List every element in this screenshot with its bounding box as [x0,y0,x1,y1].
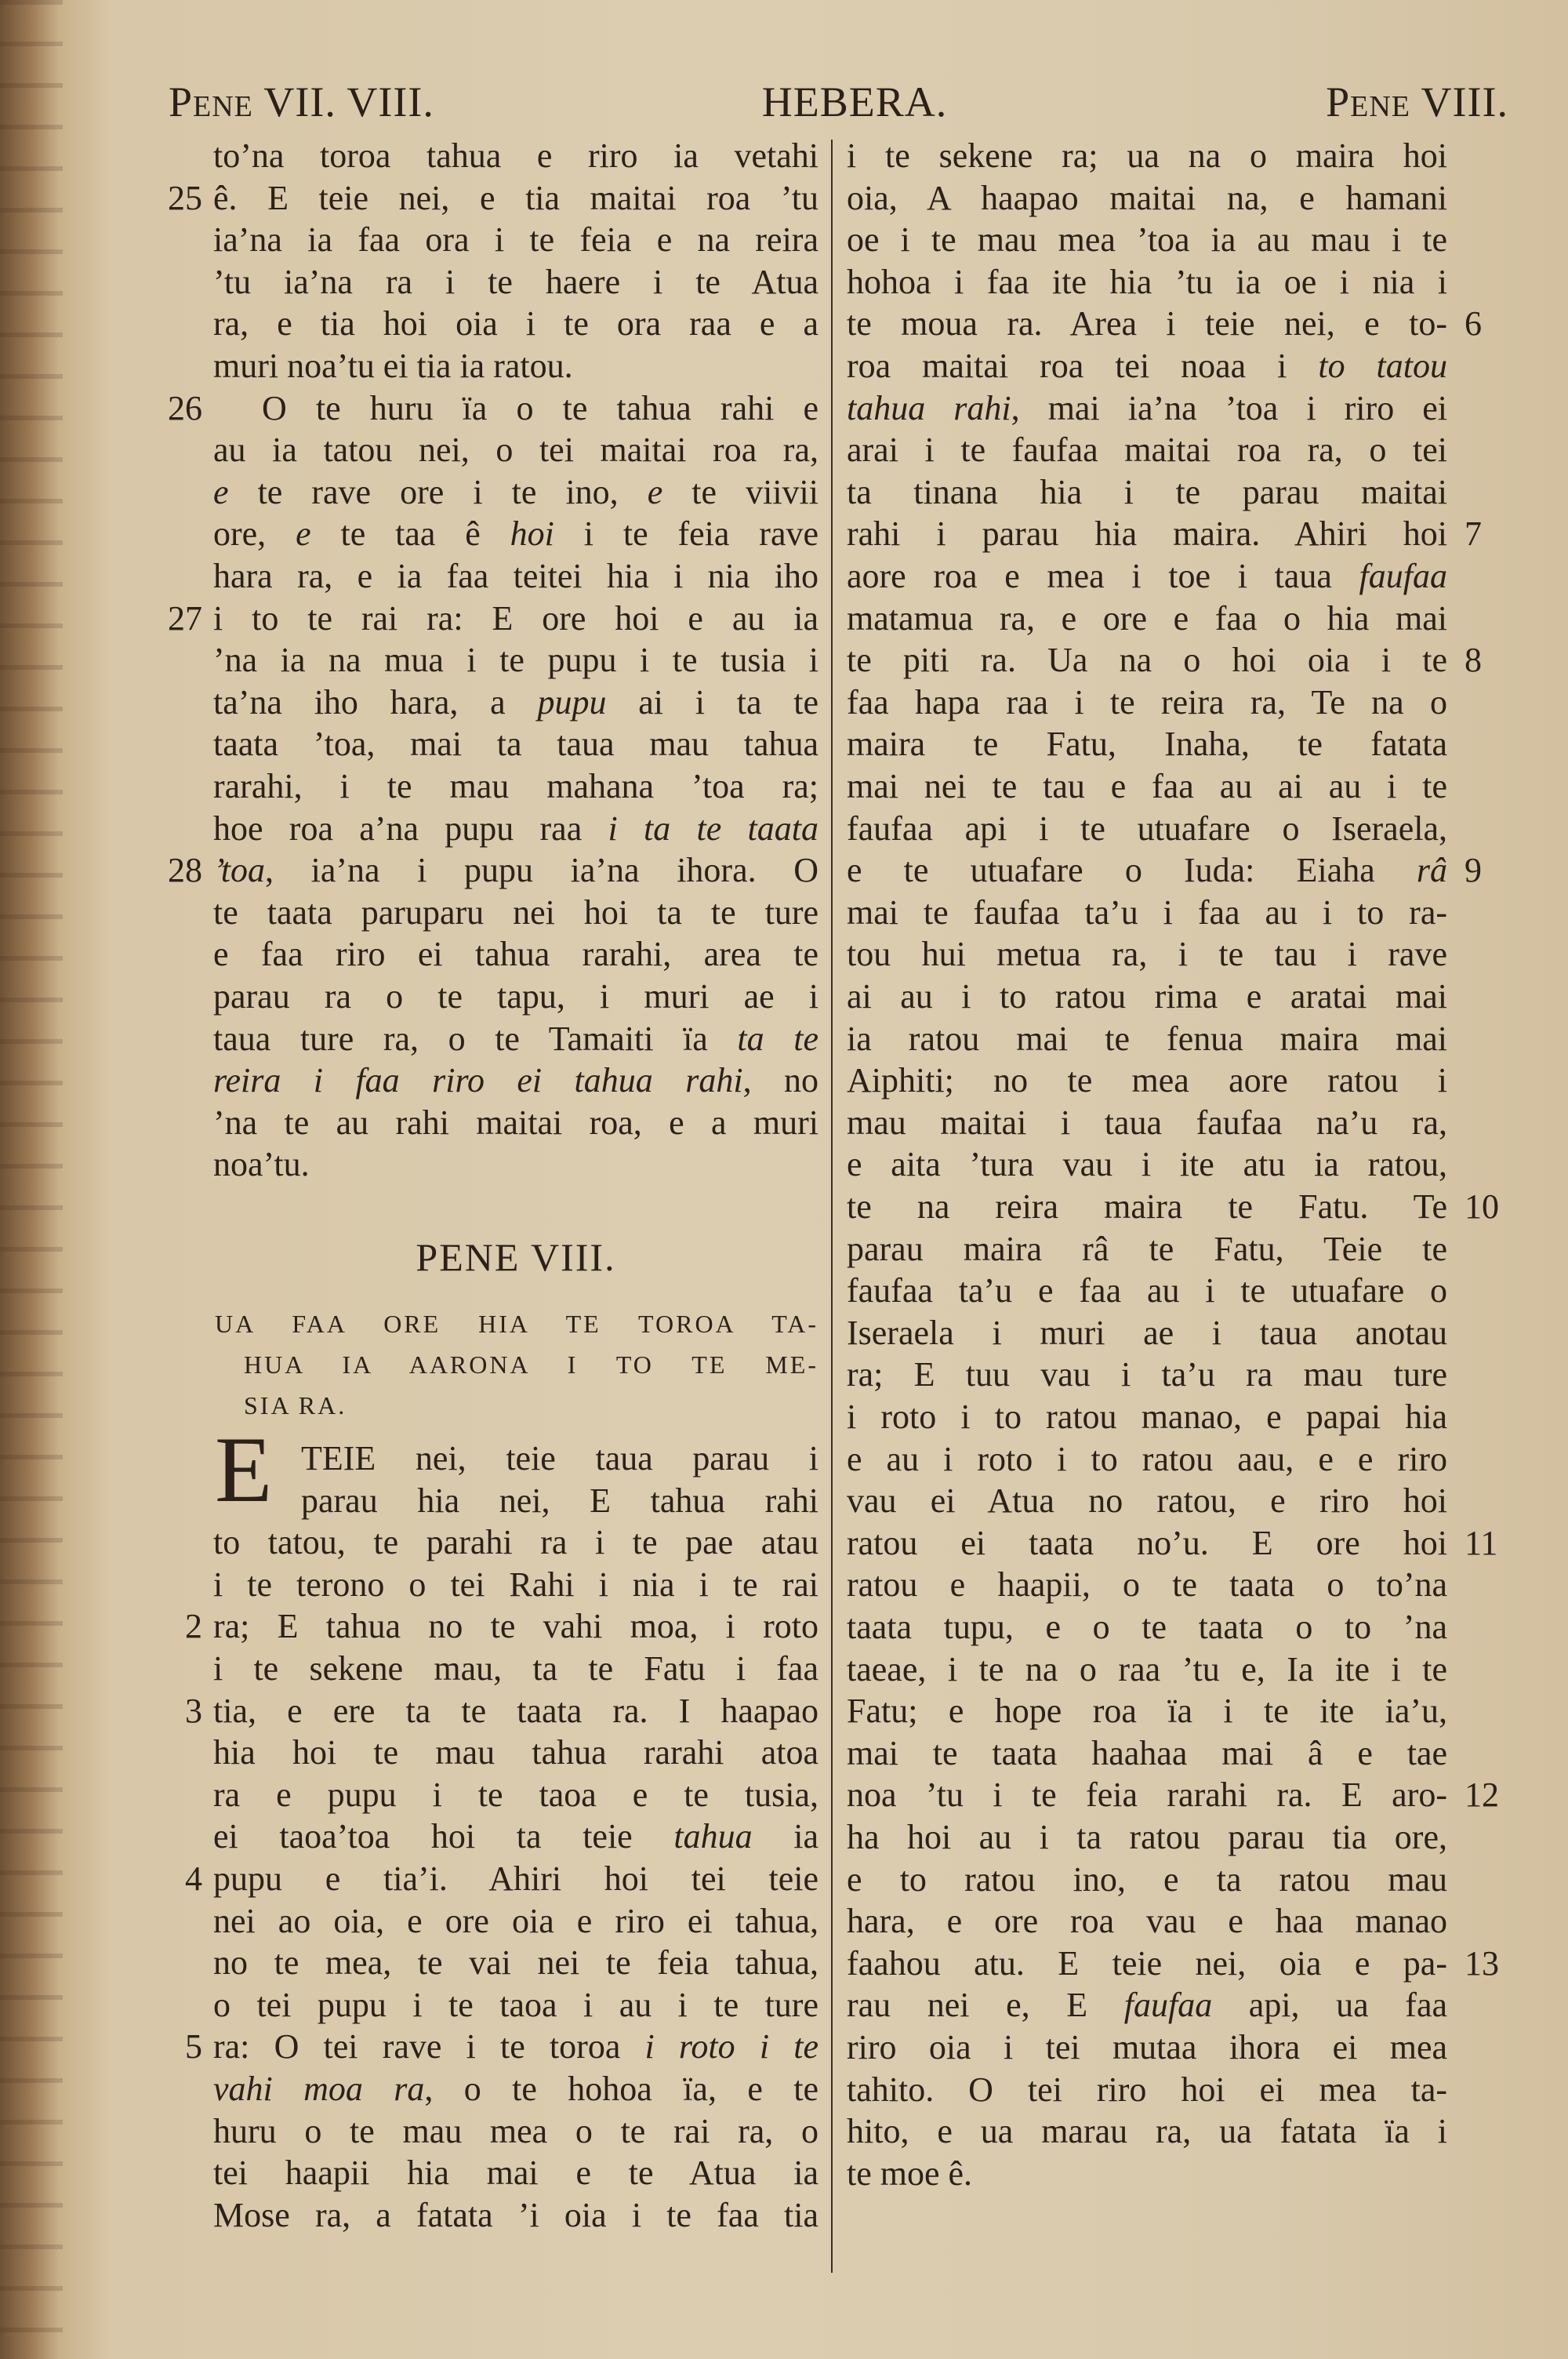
text-line [213,1566,818,1604]
text-line [301,1482,818,1520]
text-segment: arai i te faufaa maitai roa ra, o tei [847,431,1447,470]
verse-number: 4 [185,1859,202,1898]
verse-number: 8 [1465,641,1482,680]
text-line [213,264,818,301]
text-line [847,1903,1447,1940]
running-head-left-text: Pene VII. VIII. [169,78,434,125]
text-segment: ra e pupu i te taoa e te tusia, [213,1776,818,1814]
text-line [213,642,818,679]
text-line [213,1818,818,1856]
text-line [213,1734,818,1772]
text-line [847,137,1447,175]
text-segment: i roto i to ratou manao, e papai hia [847,1398,1447,1436]
italic-text: e [296,515,311,554]
text-line [213,2070,818,2108]
running-head-chapter-left [169,78,434,125]
text-segment: e to ratou ino, e ta ratou mau [847,1860,1447,1899]
text-line [847,1441,1447,1478]
text-segment: i te feia rave [554,515,818,554]
text-segment: vau ei Atua no ratou, e riro hoi [847,1482,1447,1521]
text-line [213,1776,818,1814]
text-line [213,180,818,217]
text-line [847,2071,1447,2109]
verse-number: 6 [1465,304,1482,343]
text-line [847,305,1447,343]
text-segment: ai i ta te [606,683,818,722]
text-line [213,431,818,469]
text-segment: ta’na iho hara, a [213,683,538,722]
text-line [847,2155,1447,2193]
text-line [847,1398,1447,1436]
text-line [213,600,818,638]
verse-number: 3 [185,1691,202,1730]
summary-line: UA FAA ORE HIA TE TOROA TA- [215,1310,818,1338]
text-segment: taata tupu, e o te taata o to ’na [847,1608,1447,1646]
text-line [847,2113,1447,2150]
text-segment: hara ra, e ia faa teitei hia i nia iho [213,558,818,595]
text-segment: taeae, i te na o raa ’tu e, Ia ite i te [847,1650,1447,1688]
text-line [847,642,1447,679]
italic-text: to tatou [1318,347,1447,385]
text-segment: e au i roto i to ratou aau, e e riro [847,1440,1447,1478]
text-segment: te na reira maira te Fatu. Te [847,1188,1447,1226]
text-segment: nei ao oia, e ore oia e riro ei tahua, [213,1902,818,1940]
italic-text: ’toa [213,852,265,890]
text-line [847,1482,1447,1520]
text-line [847,1020,1447,1058]
text-segment: parau hia nei, E tahua rahi [301,1481,818,1520]
text-segment: to tatou, te parahi ra i te pae atau [213,1524,818,1562]
text-line [213,1903,818,1940]
text-segment: te moua ra. Area i teie nei, e to- [847,305,1447,343]
text-segment: maira te Fatu, Inaha, te fatata [847,725,1447,764]
text-line [213,2113,818,2150]
running-head-right-text: Pene VIII. [1326,78,1508,125]
text-segment: ê. E teie nei, e tia maitai roa ’tu [213,179,818,217]
text-line [213,1650,818,1688]
text-line [847,2029,1447,2066]
text-segment: i to te rai ra: E ore hoi e au ia [213,599,818,638]
text-segment: ha hoi au i ta ratou parau tia ore, [847,1819,1447,1856]
text-line [847,725,1447,763]
text-line [213,684,818,722]
text-line [847,936,1447,973]
text-segment: faa hapa raa i te reira ra, Te na o [847,683,1447,722]
text-segment: ’na te au rahi maitai roa, e a muri [213,1103,818,1142]
text-segment: to’na toroa tahua e riro ia vetahi [213,137,818,175]
italic-text: faufaa [1359,558,1447,595]
text-line [847,1986,1447,2024]
text-line [213,137,818,175]
text-segment: hito, e ua marau ra, ua fatata ïa i [847,2113,1447,2151]
drop-cap: E [215,1417,273,1521]
text-segment: e aita ’tura vau i ite atu ia ratou, [847,1146,1447,1184]
text-segment: , o te hohoa ïa, e te [424,2070,818,2108]
text-segment: no te mea, te vai nei te feia tahua, [213,1944,818,1983]
text-segment: ra; E tuu vau i ta’u ra mau ture [847,1356,1447,1394]
text-segment: huru o te mau mea o te rai ra, o [213,2112,818,2150]
text-segment: ta tinana hia i te parau maitai [847,473,1447,511]
text-segment: ratou e haapii, o te taata o to’na [847,1566,1447,1605]
text-line [847,810,1447,848]
text-line [847,1651,1447,1688]
adjacent-page-edge [0,0,63,2359]
text-line [213,305,818,343]
verse-number: 25 [168,178,202,217]
text-line [213,515,818,553]
text-line [213,978,818,1016]
italic-text: i roto i te [644,2028,818,2066]
text-segment: i te terono o tei Rahi i nia i te rai [213,1565,818,1604]
text-line [847,1230,1447,1268]
verse-number: 12 [1465,1776,1499,1815]
text-segment: te rave ore i te ino, [228,473,648,511]
text-line [847,978,1447,1016]
text-segment: mai te taata haahaa mai â e tae [847,1734,1447,1772]
verse-number: 11 [1465,1523,1498,1562]
text-line [847,1776,1447,1814]
text-line [847,1188,1447,1226]
text-segment: hohoa i faa ite hia ’tu ia oe i nia i [847,263,1447,301]
text-segment: aore roa e mea i toe i taua [847,558,1359,595]
text-line [847,1945,1447,1983]
text-segment: ei taoa’toa hoi ta teie [213,1818,674,1856]
text-segment: matamua ra, e ore e faa o hia mai [847,599,1447,638]
running-head-chapter-right [1326,78,1508,125]
verse-number: 9 [1465,851,1482,890]
text-line [847,600,1447,638]
text-segment: i te sekene mau, ta te Fatu i faa [213,1650,818,1688]
text-line [847,221,1447,259]
text-line [213,1860,818,1898]
italic-text: faufaa [1123,1986,1213,2025]
text-line [213,1692,818,1730]
text-line [847,684,1447,722]
text-line [213,894,818,932]
text-segment: te moe ê. [847,2154,973,2193]
italic-text: hoi [510,515,554,554]
text-line [847,1146,1447,1183]
text-line [213,1020,818,1058]
text-segment: rau nei e, E [847,1986,1124,2025]
text-line [847,1566,1447,1604]
text-line [213,1062,818,1100]
text-line [213,810,818,848]
text-line [213,347,818,385]
text-segment: mau maitai i taua faufaa na’u ra, [847,1103,1447,1142]
text-segment: parau ra o te tapu, i muri ae i [213,978,818,1016]
text-segment: taua ture ra, o te Tamaiti ïa [213,1020,738,1058]
verse-number: 2 [185,1607,202,1646]
text-segment: tei haapii hia mai e te Atua ia [213,2154,818,2193]
text-line [847,1819,1447,1856]
text-segment: , no [742,1062,818,1100]
text-segment: Iseraela i muri ae i taua anotau [847,1314,1447,1352]
text-line [213,1986,818,2024]
text-segment: noa’tu. [213,1146,310,1184]
italic-text: tahua [673,1818,753,1856]
text-segment: , ia’na i pupu ia’na ihora. O [265,852,818,890]
text-line [213,1944,818,1982]
text-segment: taata ’toa, mai ta taua mau tahua [213,725,818,764]
text-line [847,474,1447,511]
text-segment: Fatu; e hope roa ïa i te ite ia’u, [847,1692,1447,1731]
text-segment: ’na ia na mua i te pupu i te tusia i [213,642,818,680]
text-line [847,1861,1447,1899]
text-line [847,894,1447,932]
text-segment: ai au i to ratou rima e aratai mai [847,978,1447,1016]
text-segment: tou hui metua ra, i te tau i rave [847,936,1447,974]
text-segment: rahi i parau hia maira. Ahiri hoi [847,515,1447,554]
italic-text: reira i faa riro ei tahua rahi [213,1062,743,1100]
text-segment: noa ’tu i te feia rarahi ra. E aro- [847,1776,1447,1815]
verse-number: 7 [1465,514,1482,554]
text-segment: TEIE nei, teie taua parau i [301,1440,818,1478]
text-segment: riro oia i tei mutaa ihora ei mea [847,2029,1447,2066]
verse-number: 28 [168,851,202,890]
text-segment: O te huru ïa o te tahua rahi e [262,389,818,427]
text-segment: tia, e ere ta te taata ra. I haapao [213,1692,818,1730]
text-segment: ratou ei taata no’u. E ore hoi [847,1524,1447,1562]
text-segment: ia ratou mai te fenua maira mai [847,1020,1447,1058]
text-line [847,180,1447,217]
text-segment: oia, A haapao maitai na, e hamani [847,179,1447,217]
text-line [213,474,818,511]
verse-number: 5 [185,2027,202,2066]
text-segment: au ia tatou nei, o tei maitai roa ra, [213,431,818,470]
text-segment: tahito. O tei riro hoi ei mea ta- [847,2070,1447,2109]
text-segment: ra: O tei rave i te toroa [213,2028,645,2066]
text-line [213,768,818,805]
text-segment: faahou atu. E teie nei, oia e pa- [847,1944,1447,1983]
text-line [847,1314,1447,1352]
text-segment: roa maitai roa tei noaa i [847,347,1319,385]
text-segment: faufaa api i te utuafare o Iseraela, [847,809,1447,848]
text-segment: hara, e ore roa vau e haa manao [847,1903,1447,1941]
text-line [213,1104,818,1142]
text-segment: , mai ia’na ’toa i riro ei [1011,389,1447,427]
text-line [213,1146,818,1183]
text-line [847,1608,1447,1646]
text-line [847,1356,1447,1394]
text-line [847,347,1447,385]
text-segment: hoe roa a’na pupu raa [213,809,608,848]
running-head-book-title: HEBERA. [761,78,948,125]
text-line [847,1692,1447,1730]
text-segment: muri noa’tu ei tia ia ratou. [213,347,573,385]
text-line [847,1062,1447,1100]
text-segment: mai te faufaa ta’u i faa au i to ra- [847,893,1447,932]
text-line [847,1104,1447,1142]
text-segment: te piti ra. Ua na o hoi oia i te [847,642,1447,680]
italic-text: râ [1416,852,1447,890]
text-segment: te taa ê [310,515,510,554]
text-line [847,1272,1447,1310]
verse-number: 26 [168,388,202,427]
text-line [213,936,818,973]
text-line [847,768,1447,805]
text-segment: api, ua faa [1212,1986,1447,2025]
text-line [301,1440,818,1478]
text-segment: pupu e tia’i. Ahiri hoi tei teie [213,1860,818,1898]
text-segment: ’tu ia’na ra i te haere i te Atua [213,263,818,301]
text-line [213,1608,818,1645]
text-line [262,390,818,427]
text-segment: ra, e tia hoi oia i te ora raa e a [213,305,818,343]
text-segment: e te utuafare o Iuda: Eiaha [847,852,1417,890]
summary-line: HUA IA AARONA I TO TE ME- [244,1350,818,1379]
text-segment: o tei pupu i te taoa i au i te ture [213,1986,818,2024]
text-line [213,2154,818,2192]
italic-text: e [647,473,663,511]
text-line [213,725,818,763]
italic-text: vahi moa ra [213,2070,425,2108]
italic-text: ta te [737,1020,818,1058]
text-line [213,852,818,889]
column-divider [831,140,833,2273]
text-segment: parau maira râ te Fatu, Teie te [847,1230,1447,1268]
text-segment: Mose ra, a fatata ’i oia i te faa tia [213,2196,818,2234]
italic-text: i ta te taata [608,809,818,848]
text-line [847,558,1447,595]
chapter-heading: PENE VIII. [416,1235,616,1279]
summary-line: SIA RA. [244,1391,347,1419]
text-line [847,431,1447,469]
text-segment: te viivii [662,473,818,511]
verse-number: 10 [1465,1187,1499,1226]
verse-number: 27 [168,598,202,638]
text-segment: faufaa ta’u e faa au i te utuafare o [847,1272,1447,1310]
text-line [213,2028,818,2066]
verse-number: 13 [1465,1943,1499,1983]
text-line [847,1525,1447,1562]
italic-text: tahua rahi [847,389,1011,427]
text-line [847,852,1447,889]
text-segment: ia’na ia faa ora i te feia e na reira [213,221,818,260]
text-segment: hia hoi te mau tahua rarahi atoa [213,1734,818,1772]
text-segment: e faa riro ei tahua rarahi, area te [213,936,818,974]
italic-text: pupu [537,683,607,722]
text-segment: rarahi, i te mau mahana ’toa ra; [213,768,818,805]
text-line [847,264,1447,301]
italic-text: e [213,473,229,511]
text-segment: i te sekene ra; ua na o maira hoi [847,137,1447,175]
text-line [847,1735,1447,1772]
text-line [213,2197,818,2234]
text-segment: ra; E tahua no te vahi moa, i roto [213,1608,818,1646]
text-line [213,558,818,595]
text-segment: mai nei te tau e faa au ai au i te [847,768,1447,805]
text-segment: ore, [213,515,296,554]
text-segment: ia [752,1818,818,1856]
text-segment: te taata paruparu nei hoi ta te ture [213,893,818,932]
text-line [847,390,1447,427]
text-segment: Aiphiti; no te mea aore ratou i [847,1062,1447,1100]
text-segment: oe i te mau mea ’toa ia au mau i te [847,221,1447,260]
text-line [213,1524,818,1561]
text-line [847,515,1447,553]
text-line [213,221,818,259]
